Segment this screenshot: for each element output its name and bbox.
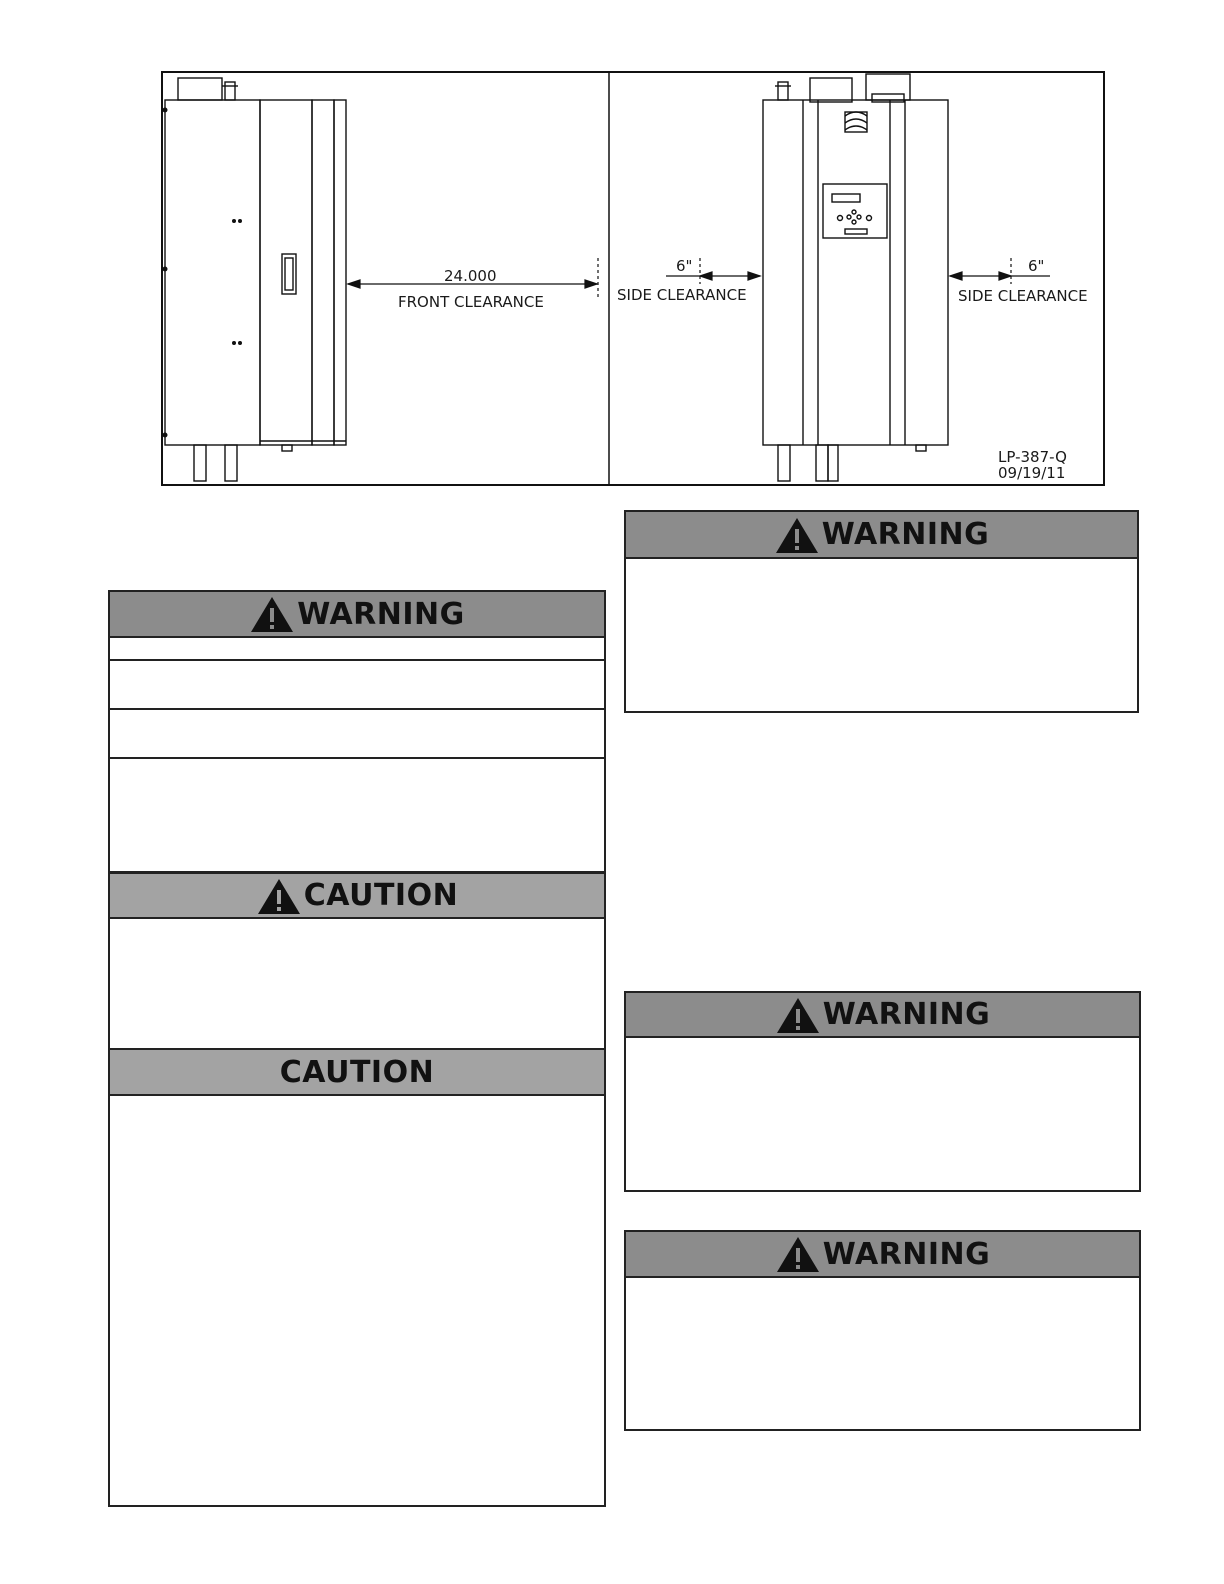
left-warning-box: [108, 590, 606, 873]
warning-triangle-icon: [775, 996, 821, 1034]
caution-title: CAUTION: [303, 878, 459, 913]
warning-title: WARNING: [822, 997, 991, 1032]
caution2-header: [110, 1050, 604, 1096]
warning-title: WARNING: [297, 596, 465, 632]
row-divider: [110, 659, 604, 661]
clearance-drawing: [0, 0, 1224, 500]
warning-header: [626, 512, 1137, 559]
warning-header: [626, 993, 1139, 1038]
left-side-dimension-value: 6": [676, 257, 693, 275]
left-side-clearance-label: SIDE CLEARANCE: [617, 286, 747, 304]
right-side-clearance-label: SIDE CLEARANCE: [958, 287, 1088, 305]
caution-header: [110, 874, 604, 919]
right-side-dimension-value: 6": [1028, 257, 1045, 275]
warning-triangle-icon: [774, 516, 820, 554]
warning-header: [626, 1232, 1139, 1278]
warning-title: WARNING: [822, 1236, 991, 1272]
front-clearance-label: FRONT CLEARANCE: [398, 293, 544, 311]
warning-triangle-icon: [775, 1235, 821, 1273]
row-divider: [110, 708, 604, 710]
left-caution-box: [108, 872, 606, 1050]
right-warning-box-3: [624, 1230, 1141, 1431]
right-warning-box-1: [624, 510, 1139, 713]
warning-triangle-icon: [256, 877, 302, 915]
drawing-number: LP-387-Q: [998, 448, 1067, 466]
left-caution2-box: [108, 1048, 606, 1507]
caution2-title: CAUTION: [279, 1054, 435, 1090]
row-divider: [110, 757, 604, 759]
warning-triangle-icon: [249, 595, 295, 633]
right-warning-box-2: [624, 991, 1141, 1192]
drawing-date: 09/19/11: [998, 464, 1066, 482]
warning-header: [110, 592, 604, 638]
front-dimension-value: 24.000: [444, 267, 497, 285]
warning-title: WARNING: [821, 517, 990, 552]
